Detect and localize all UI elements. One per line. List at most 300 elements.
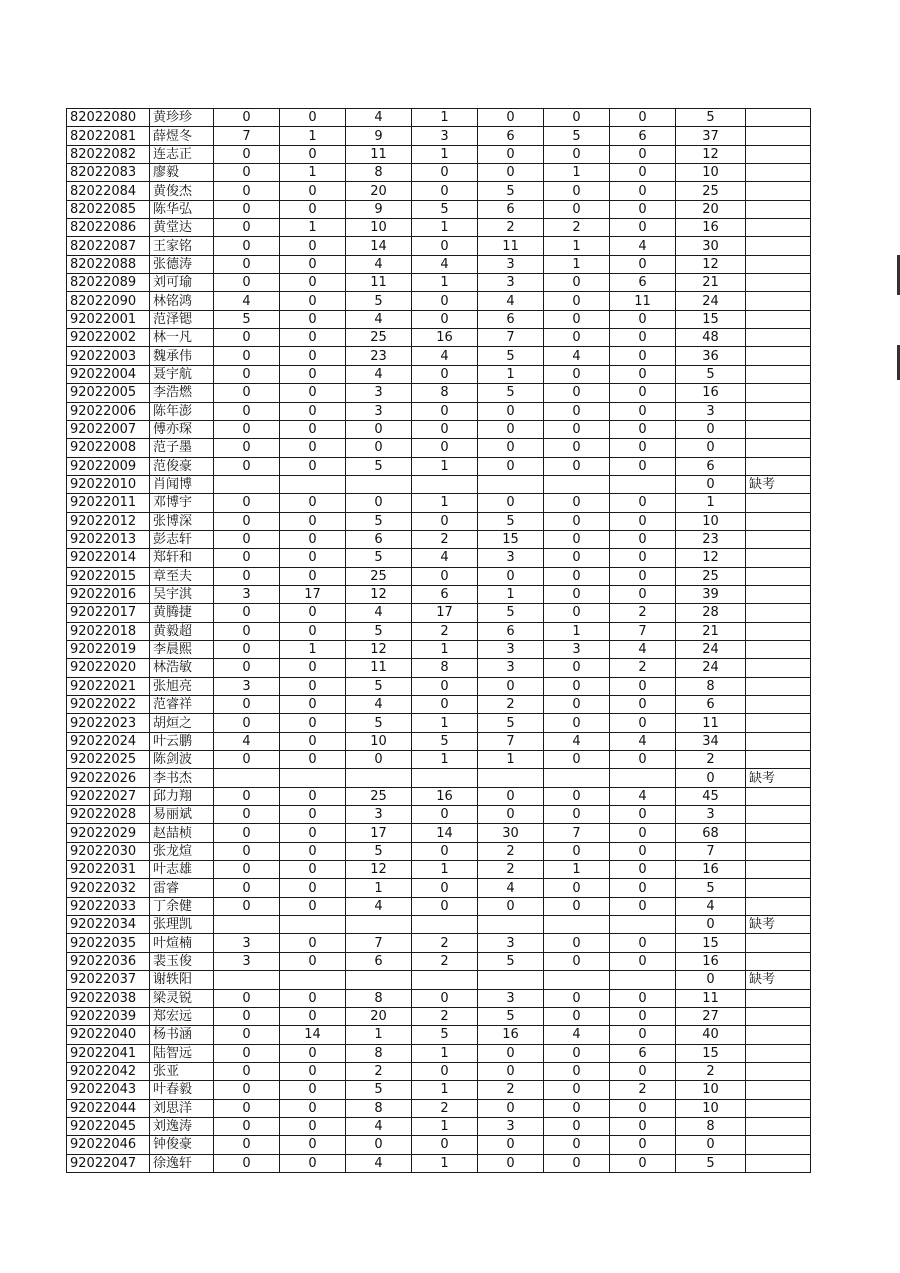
student-name-cell: 张亚 [150,1062,214,1080]
score-cell: 0 [610,219,676,237]
student-name-cell: 雷睿 [150,879,214,897]
score-cell: 0 [412,1062,478,1080]
score-cell: 5 [346,457,412,475]
student-id-cell: 92022032 [67,879,150,897]
score-cell [346,769,412,787]
score-cell [214,971,280,989]
total-score-cell: 24 [676,640,746,658]
remark-cell [746,1099,811,1117]
score-cell: 1 [412,1117,478,1135]
score-cell: 4 [346,604,412,622]
score-cell: 0 [478,109,544,127]
score-cell: 0 [610,1154,676,1172]
score-cell: 0 [280,1136,346,1154]
student-name-cell: 林一凡 [150,329,214,347]
total-score-cell: 30 [676,237,746,255]
score-cell: 7 [478,732,544,750]
score-cell [214,475,280,493]
table-row [67,1062,811,1080]
score-cell: 2 [544,219,610,237]
total-score-cell: 24 [676,292,746,310]
score-cell: 0 [214,879,280,897]
score-cell: 0 [544,934,610,952]
score-cell: 0 [214,751,280,769]
score-cell: 7 [610,622,676,640]
score-cell: 7 [544,824,610,842]
student-id-cell: 92022029 [67,824,150,842]
score-cell: 17 [412,604,478,622]
score-cell: 0 [214,1154,280,1172]
student-id-cell: 92022047 [67,1154,150,1172]
score-cell: 4 [346,109,412,127]
score-cell: 2 [412,530,478,548]
student-id-cell: 92022037 [67,971,150,989]
remark-cell [746,365,811,383]
score-cell: 0 [280,310,346,328]
student-id-cell: 92022017 [67,604,150,622]
score-cell: 0 [214,622,280,640]
score-cell: 0 [610,1099,676,1117]
score-cell: 4 [610,640,676,658]
remark-cell [746,879,811,897]
score-cell: 1 [544,622,610,640]
student-id-cell: 82022082 [67,145,150,163]
table-row [67,292,811,310]
score-cell: 0 [544,530,610,548]
score-cell: 0 [610,696,676,714]
score-cell: 0 [280,732,346,750]
score-cell: 0 [214,420,280,438]
total-score-cell: 6 [676,457,746,475]
remark-cell [746,567,811,585]
student-id-cell: 82022080 [67,109,150,127]
table-row [67,989,811,1007]
score-cell: 3 [478,255,544,273]
total-score-cell: 3 [676,806,746,824]
score-cell: 5 [346,292,412,310]
score-cell: 4 [544,732,610,750]
student-name-cell: 聂宇航 [150,365,214,383]
score-cell: 6 [346,952,412,970]
score-cell: 0 [412,567,478,585]
remark-cell [746,127,811,145]
student-id-cell: 82022087 [67,237,150,255]
score-cell: 0 [544,384,610,402]
student-id-cell: 92022010 [67,475,150,493]
total-score-cell: 0 [676,971,746,989]
score-cell: 0 [280,109,346,127]
score-cell: 2 [610,604,676,622]
student-name-cell: 赵喆桢 [150,824,214,842]
score-cell: 9 [346,200,412,218]
student-name-cell: 谢轶阳 [150,971,214,989]
table-row [67,420,811,438]
score-cell: 5 [478,952,544,970]
score-cell: 0 [478,494,544,512]
score-cell: 0 [280,1007,346,1025]
score-cell: 1 [412,219,478,237]
score-cell [610,769,676,787]
total-score-cell: 15 [676,934,746,952]
score-cell: 0 [544,457,610,475]
remark-cell [746,145,811,163]
score-cell: 0 [544,879,610,897]
remark-cell [746,952,811,970]
score-cell: 0 [214,1099,280,1117]
score-cell: 0 [412,402,478,420]
student-name-cell: 肖闻博 [150,475,214,493]
remark-cell [746,512,811,530]
score-cell: 17 [346,824,412,842]
table-row [67,219,811,237]
score-cell: 0 [214,1044,280,1062]
student-name-cell: 胡烜之 [150,714,214,732]
student-id-cell: 92022020 [67,659,150,677]
score-cell [412,916,478,934]
score-cell: 0 [214,824,280,842]
score-cell: 0 [412,439,478,457]
score-table-body [67,109,811,1173]
score-cell: 10 [346,732,412,750]
score-cell: 0 [610,145,676,163]
score-cell: 12 [346,640,412,658]
score-cell: 6 [478,310,544,328]
score-cell: 0 [280,696,346,714]
score-cell: 0 [610,109,676,127]
score-cell: 2 [412,1099,478,1117]
student-name-cell: 杨书涵 [150,1026,214,1044]
total-score-cell: 12 [676,145,746,163]
student-id-cell: 92022004 [67,365,150,383]
score-cell: 0 [280,824,346,842]
student-name-cell: 李书杰 [150,769,214,787]
score-cell: 4 [610,237,676,255]
score-cell: 0 [610,879,676,897]
student-name-cell: 叶煊楠 [150,934,214,952]
score-cell: 0 [214,1007,280,1025]
score-cell: 0 [610,420,676,438]
score-cell: 0 [214,696,280,714]
total-score-cell: 5 [676,879,746,897]
remark-cell [746,329,811,347]
student-id-cell: 92022025 [67,751,150,769]
score-cell: 14 [412,824,478,842]
score-cell: 0 [346,1136,412,1154]
score-cell: 0 [412,237,478,255]
score-cell: 6 [610,1044,676,1062]
remark-cell [746,604,811,622]
score-cell: 0 [544,365,610,383]
score-cell: 0 [544,329,610,347]
score-cell [214,769,280,787]
student-name-cell: 郑轩和 [150,549,214,567]
total-score-cell: 6 [676,696,746,714]
score-cell: 2 [478,842,544,860]
table-row [67,237,811,255]
score-cell: 0 [478,806,544,824]
score-cell: 0 [478,1154,544,1172]
score-cell: 0 [214,255,280,273]
score-cell: 0 [214,567,280,585]
total-score-cell: 0 [676,1136,746,1154]
remark-cell [746,109,811,127]
score-cell: 4 [544,1026,610,1044]
table-row [67,659,811,677]
student-name-cell: 徐逸轩 [150,1154,214,1172]
student-id-cell: 92022040 [67,1026,150,1044]
score-cell: 0 [412,842,478,860]
score-cell: 5 [478,604,544,622]
table-row [67,769,811,787]
score-cell: 0 [544,145,610,163]
student-name-cell: 张旭亮 [150,677,214,695]
student-id-cell: 92022038 [67,989,150,1007]
score-cell: 0 [544,989,610,1007]
score-cell: 0 [544,1154,610,1172]
score-cell [280,769,346,787]
score-cell: 0 [544,897,610,915]
total-score-cell: 39 [676,585,746,603]
score-cell: 2 [478,219,544,237]
score-cell: 0 [544,659,610,677]
score-cell: 5 [412,732,478,750]
student-id-cell: 92022023 [67,714,150,732]
score-cell: 0 [610,512,676,530]
total-score-cell: 4 [676,897,746,915]
student-id-cell: 92022036 [67,952,150,970]
score-cell: 0 [280,879,346,897]
score-cell: 8 [346,1099,412,1117]
score-cell: 17 [280,585,346,603]
score-cell: 0 [280,989,346,1007]
student-id-cell: 92022022 [67,696,150,714]
score-cell: 0 [610,347,676,365]
score-cell: 0 [544,549,610,567]
score-cell: 1 [544,237,610,255]
score-cell: 14 [280,1026,346,1044]
score-cell: 0 [214,861,280,879]
score-cell: 4 [412,255,478,273]
score-cell: 0 [214,164,280,182]
score-cell: 0 [544,200,610,218]
remark-cell [746,787,811,805]
score-cell: 0 [280,384,346,402]
score-cell: 0 [346,439,412,457]
student-name-cell: 黄堂达 [150,219,214,237]
total-score-cell: 10 [676,512,746,530]
score-cell: 1 [412,109,478,127]
score-cell: 0 [214,145,280,163]
score-cell: 0 [610,585,676,603]
score-cell: 0 [214,384,280,402]
total-score-cell: 11 [676,714,746,732]
remark-cell [746,384,811,402]
student-id-cell: 92022026 [67,769,150,787]
student-id-cell: 92022015 [67,567,150,585]
table-row [67,457,811,475]
score-cell: 0 [610,1117,676,1135]
table-row [67,897,811,915]
score-cell: 1 [544,861,610,879]
score-cell: 4 [478,879,544,897]
student-name-cell: 叶云鹏 [150,732,214,750]
student-id-cell: 92022027 [67,787,150,805]
table-row [67,402,811,420]
remark-cell [746,274,811,292]
score-cell: 0 [544,567,610,585]
score-cell: 0 [610,714,676,732]
score-cell: 0 [214,365,280,383]
score-cell: 0 [544,494,610,512]
table-row [67,1044,811,1062]
score-cell: 0 [544,109,610,127]
score-cell: 0 [214,1136,280,1154]
score-cell: 0 [544,714,610,732]
remark-cell [746,237,811,255]
remark-cell [746,897,811,915]
student-name-cell: 王家铭 [150,237,214,255]
score-cell: 6 [346,530,412,548]
student-id-cell: 92022005 [67,384,150,402]
student-id-cell: 82022086 [67,219,150,237]
score-cell: 0 [280,842,346,860]
score-cell: 0 [280,1044,346,1062]
table-row [67,567,811,585]
total-score-cell: 2 [676,1062,746,1080]
score-cell: 0 [478,402,544,420]
table-row [67,512,811,530]
remark-cell [746,549,811,567]
remark-cell [746,1154,811,1172]
student-id-cell: 82022088 [67,255,150,273]
table-row [67,696,811,714]
score-cell: 0 [610,530,676,548]
student-name-cell: 陈年澎 [150,402,214,420]
score-cell [610,971,676,989]
student-id-cell: 82022085 [67,200,150,218]
remark-cell [746,659,811,677]
table-row [67,439,811,457]
remark-cell [746,182,811,200]
student-id-cell: 92022008 [67,439,150,457]
score-cell: 0 [610,200,676,218]
score-cell: 16 [478,1026,544,1044]
score-cell: 0 [280,604,346,622]
score-cell: 0 [280,934,346,952]
score-cell [412,769,478,787]
score-cell: 0 [280,751,346,769]
student-name-cell: 李浩燃 [150,384,214,402]
table-row [67,347,811,365]
student-name-cell: 叶春毅 [150,1081,214,1099]
student-name-cell: 陈剑波 [150,751,214,769]
score-cell: 0 [214,329,280,347]
total-score-cell: 48 [676,329,746,347]
score-cell: 11 [346,274,412,292]
table-row [67,585,811,603]
student-name-cell: 刘逸涛 [150,1117,214,1135]
student-name-cell: 易丽斌 [150,806,214,824]
student-id-cell: 92022035 [67,934,150,952]
score-cell: 4 [214,292,280,310]
score-cell: 0 [280,567,346,585]
score-cell: 0 [544,585,610,603]
score-cell: 0 [280,659,346,677]
score-cell: 4 [346,1117,412,1135]
score-cell: 5 [346,622,412,640]
score-cell: 0 [544,1136,610,1154]
total-score-cell: 25 [676,182,746,200]
score-cell: 1 [412,714,478,732]
score-cell: 0 [610,329,676,347]
table-row [67,622,811,640]
student-id-cell: 92022007 [67,420,150,438]
student-name-cell: 裴玉俊 [150,952,214,970]
score-cell: 0 [280,255,346,273]
score-cell: 5 [412,1026,478,1044]
score-cell: 0 [478,567,544,585]
student-name-cell: 陆智远 [150,1044,214,1062]
student-name-cell: 叶志雄 [150,861,214,879]
student-name-cell: 刘可瑜 [150,274,214,292]
score-cell: 0 [610,897,676,915]
score-cell: 0 [214,494,280,512]
score-cell: 0 [610,677,676,695]
student-name-cell: 吴宇淇 [150,585,214,603]
remark-cell: 缺考 [746,971,811,989]
score-cell: 4 [346,310,412,328]
table-row [67,787,811,805]
score-cell: 5 [478,714,544,732]
score-cell: 0 [478,457,544,475]
table-row [67,164,811,182]
score-cell: 0 [610,567,676,585]
score-cell: 0 [280,347,346,365]
score-cell: 0 [544,292,610,310]
total-score-cell: 34 [676,732,746,750]
student-id-cell: 92022013 [67,530,150,548]
score-cell: 0 [610,806,676,824]
score-cell: 2 [412,622,478,640]
score-cell: 0 [610,1007,676,1025]
table-row [67,1099,811,1117]
score-cell: 0 [412,897,478,915]
score-cell: 7 [478,329,544,347]
score-cell: 5 [346,677,412,695]
score-cell: 0 [610,934,676,952]
score-cell: 0 [280,1062,346,1080]
student-id-cell: 92022001 [67,310,150,328]
score-cell: 4 [610,732,676,750]
score-cell: 1 [280,219,346,237]
total-score-cell: 21 [676,622,746,640]
total-score-cell: 11 [676,989,746,1007]
score-cell: 0 [610,824,676,842]
total-score-cell: 8 [676,1117,746,1135]
score-cell: 0 [544,439,610,457]
score-cell: 0 [214,402,280,420]
table-row [67,934,811,952]
score-cell: 0 [610,1026,676,1044]
score-cell [346,916,412,934]
score-cell: 4 [544,347,610,365]
student-id-cell: 92022024 [67,732,150,750]
score-cell: 0 [478,1062,544,1080]
remark-cell [746,420,811,438]
table-row [67,714,811,732]
student-name-cell: 林浩敏 [150,659,214,677]
score-cell [544,769,610,787]
